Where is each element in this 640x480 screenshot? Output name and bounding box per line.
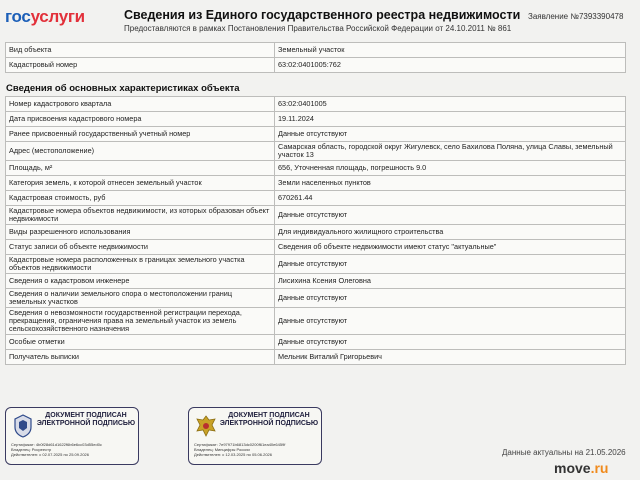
field-label: Получатель выписки	[6, 350, 275, 365]
stamp-heading: ДОКУМЕНТ ПОДПИСАН ЭЛЕКТРОННОЙ ПОДПИСЬЮ	[36, 412, 136, 427]
detail-row	[6, 191, 626, 206]
field-value: Лисихина Ксения Олеговна	[275, 274, 626, 289]
detail-row	[6, 112, 626, 127]
detail-row	[6, 255, 626, 274]
characteristics-table	[5, 96, 626, 365]
field-label: Кадастровая стоимость, руб	[6, 191, 275, 206]
stamp-cert: Сертификат: 7e97971b6813dc0200f61ea40e6459f	[194, 442, 286, 447]
stamp-owner: Владелец: Минцифры России	[194, 447, 250, 452]
watermark-part1: move	[554, 460, 591, 476]
field-value: Данные отсутствуют	[275, 255, 626, 274]
field-label: Виды разрешенного использования	[6, 225, 275, 240]
watermark-part2: .ru	[590, 460, 609, 476]
page-subtitle: Предоставляются в рамках Постановления Правительства Российской Федерации от 24.10.2011 № 861	[124, 24, 512, 33]
detail-row	[6, 308, 626, 335]
stamp-owner: Владелец: Росреестр	[11, 447, 52, 452]
detail-row	[6, 127, 626, 142]
stamp-meta	[11, 442, 102, 457]
section-title: Сведения об основных характеристиках объекта	[6, 83, 240, 94]
logo-part1: гос	[5, 7, 31, 26]
field-label: Площадь, м²	[6, 161, 275, 176]
move-ru-watermark	[554, 460, 608, 476]
field-value: Данные отсутствуют	[275, 206, 626, 225]
stamp-valid: Действителен: с 12.03.2025 по 05.06.2026	[194, 452, 272, 457]
detail-row	[6, 142, 626, 161]
field-label: Сведения о наличии земельного спора о местоположении границ земельных участков	[6, 289, 275, 308]
field-label: Сведения о невозможности государственной регистрации перехода, прекращения, ограничения права на земельный участок из земель сельскохозяйственного назначения	[6, 308, 275, 335]
field-label: Вид объекта	[6, 43, 275, 58]
eagle-emblem-icon	[194, 413, 218, 439]
field-value: 63:02:0401005	[275, 97, 626, 112]
field-value: Земельный участок	[275, 43, 626, 58]
field-label: Кадастровые номера расположенных в границах земельного участка объектов недвижимости	[6, 255, 275, 274]
field-value: 656, Уточненная площадь, погрешность 9.0	[275, 161, 626, 176]
field-value: Данные отсутствуют	[275, 127, 626, 142]
signature-stamp-mincifry	[188, 407, 322, 465]
field-value: Мельник Виталий Григорьевич	[275, 350, 626, 365]
field-label: Кадастровый номер	[6, 58, 275, 73]
field-label: Номер кадастрового квартала	[6, 97, 275, 112]
gosuslugi-logo[interactable]	[5, 7, 85, 27]
field-value: 670261.44	[275, 191, 626, 206]
page-title: Сведения из Единого государственного реестра недвижимости	[124, 8, 521, 22]
emblem-icon	[11, 413, 35, 439]
field-label: Ранее присвоенный государственный учетный номер	[6, 127, 275, 142]
actual-date-note: Данные актуальны на 21.05.2026	[502, 448, 626, 457]
detail-row	[6, 97, 626, 112]
object-table	[5, 42, 626, 73]
field-value: Сведения об объекте недвижимости имеют статус "актуальные"	[275, 240, 626, 255]
field-label: Особые отметки	[6, 335, 275, 350]
field-label: Дата присвоения кадастрового номера	[6, 112, 275, 127]
detail-row	[6, 225, 626, 240]
field-value: Самарская область, городской округ Жигулевск, село Бахилова Поляна, улица Славы, земельный участок 13	[275, 142, 626, 161]
field-value: Для индивидуального жилищного строительства	[275, 225, 626, 240]
detail-row	[6, 350, 626, 365]
statement-number: Заявление №7393390478	[528, 12, 624, 21]
detail-row	[6, 289, 626, 308]
stamp-valid: Действителен: с 02.07.2025 по 25.09.2026	[11, 452, 89, 457]
detail-row	[6, 176, 626, 191]
field-label: Кадастровые номера объектов недвижимости, из которых образован объект недвижимости	[6, 206, 275, 225]
field-value: Данные отсутствуют	[275, 335, 626, 350]
stamp-heading: ДОКУМЕНТ ПОДПИСАН ЭЛЕКТРОННОЙ ПОДПИСЬЮ	[219, 412, 319, 427]
object-row	[6, 58, 626, 73]
field-value: 63:02:0401005:762	[275, 58, 626, 73]
field-label: Категория земель, к которой отнесен земельный участок	[6, 176, 275, 191]
field-label: Адрес (местоположение)	[6, 142, 275, 161]
field-label: Сведения о кадастровом инженере	[6, 274, 275, 289]
detail-row	[6, 274, 626, 289]
logo-part2: услуги	[30, 7, 85, 26]
field-value: 19.11.2024	[275, 112, 626, 127]
object-row	[6, 43, 626, 58]
field-label: Статус записи об объекте недвижимости	[6, 240, 275, 255]
stamp-cert: Сертификат: 4b0f28d61d1622f6b6e6cc03d55ed0c	[11, 442, 102, 447]
detail-row	[6, 335, 626, 350]
detail-row	[6, 206, 626, 225]
signature-stamp-rosreestr	[5, 407, 139, 465]
detail-row	[6, 161, 626, 176]
stamp-meta	[194, 442, 285, 457]
detail-row	[6, 240, 626, 255]
field-value: Земли населенных пунктов	[275, 176, 626, 191]
field-value: Данные отсутствуют	[275, 289, 626, 308]
field-value: Данные отсутствуют	[275, 308, 626, 335]
